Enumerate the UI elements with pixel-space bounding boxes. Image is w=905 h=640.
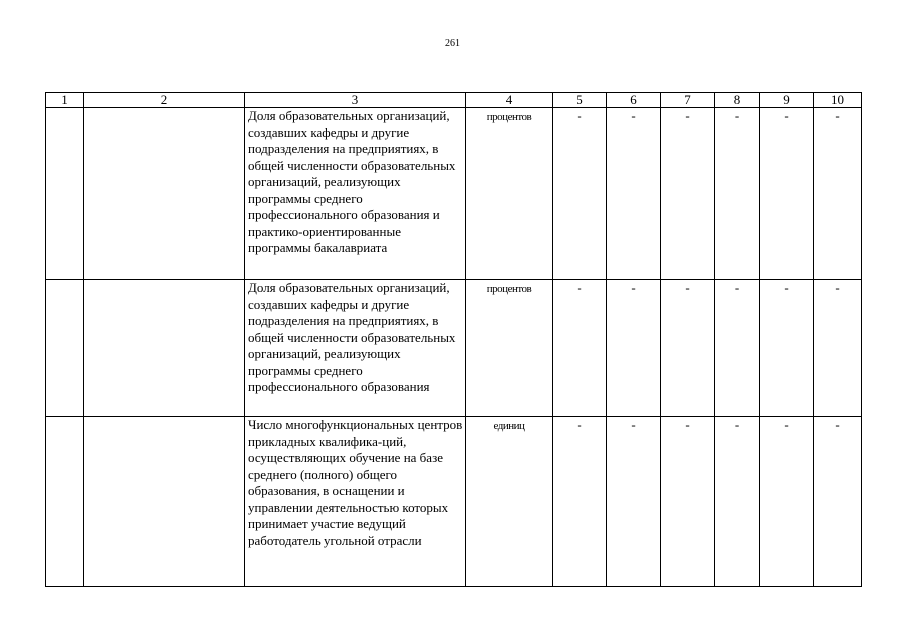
table-row [46, 417, 862, 587]
indicator-cell: Доля образовательных организаций, создавших кафедры и другие подразделения на предприятиях, в общей численности образовательных организаций, реализующих программы среднего профессионального образования и практико-ориентированные программы бакалавриата [245, 108, 466, 280]
value-cell: - [607, 417, 661, 587]
table-row [46, 108, 862, 280]
header-cell-3: 3 [245, 93, 466, 108]
value-cell: - [760, 417, 814, 587]
unit-cell: процентов [466, 108, 553, 280]
value-cell: - [715, 280, 760, 417]
value-cell: - [814, 417, 862, 587]
value-cell: - [760, 108, 814, 280]
value-cell: - [715, 108, 760, 280]
value-cell: - [661, 108, 715, 280]
value-cell: - [814, 108, 862, 280]
program-cell [84, 280, 245, 417]
header-cell-2: 2 [84, 93, 245, 108]
value-cell: - [661, 280, 715, 417]
indicator-cell: Число многофункциональных центров прикладных квалифика-ций, осуществляющих обучение на базе среднего (полного) общего образования, в оснащении и управлении деятельностью которых принимает участие ведущий работодатель угольной отрасли [245, 417, 466, 587]
header-cell-1: 1 [46, 93, 84, 108]
header-cell-10: 10 [814, 93, 862, 108]
header-cell-7: 7 [661, 93, 715, 108]
header-cell-4: 4 [466, 93, 553, 108]
unit-cell: единиц [466, 417, 553, 587]
table-row [46, 280, 862, 417]
value-cell: - [607, 108, 661, 280]
value-cell: - [814, 280, 862, 417]
header-cell-8: 8 [715, 93, 760, 108]
header-cell-9: 9 [760, 93, 814, 108]
indicator-cell: Доля образовательных организаций, создавших кафедры и другие подразделения на предприятиях, в общей численности образовательных организаций, реализующих программы среднего профессионального образования [245, 280, 466, 417]
value-cell: - [715, 417, 760, 587]
row-number-cell [46, 280, 84, 417]
header-cell-5: 5 [553, 93, 607, 108]
row-number-cell [46, 108, 84, 280]
program-cell [84, 108, 245, 280]
page-number: 261 [445, 38, 460, 49]
row-number-cell [46, 417, 84, 587]
value-cell: - [553, 280, 607, 417]
value-cell: - [553, 417, 607, 587]
header-cell-6: 6 [607, 93, 661, 108]
value-cell: - [661, 417, 715, 587]
value-cell: - [553, 108, 607, 280]
header-row [46, 93, 862, 108]
value-cell: - [760, 280, 814, 417]
unit-cell: процентов [466, 280, 553, 417]
program-cell [84, 417, 245, 587]
indicators-table [45, 92, 862, 587]
value-cell: - [607, 280, 661, 417]
